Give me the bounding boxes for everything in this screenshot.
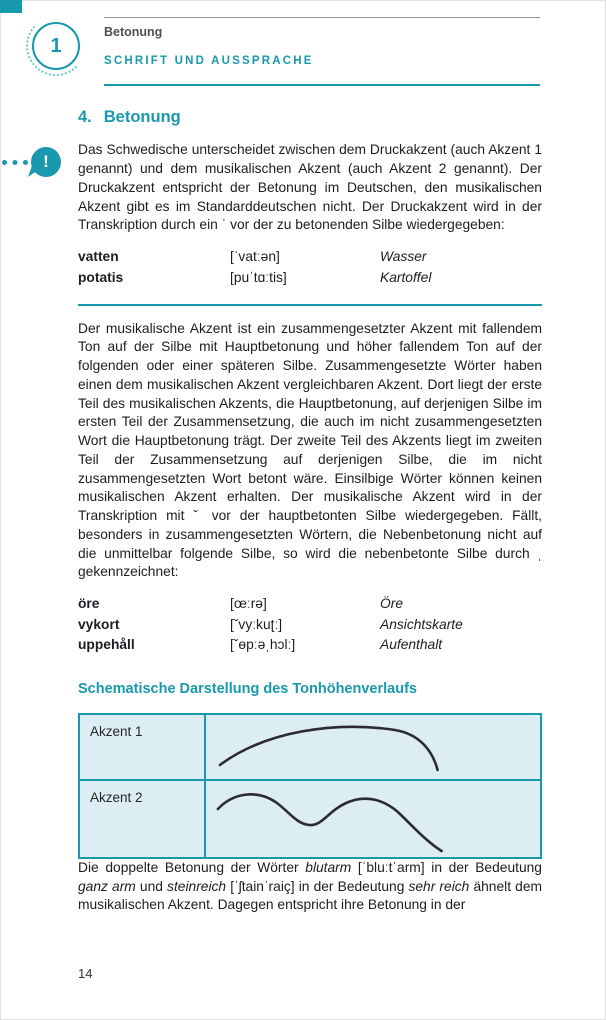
vocab-gloss: Aufenthalt: [380, 637, 443, 653]
vocab-ipa: [ˇvyːkuʈː]: [230, 616, 283, 632]
vocab-word: vatten: [78, 249, 119, 265]
vocab-ipa: [ˈvatːən]: [230, 249, 280, 265]
vocab-word: uppehåll: [78, 637, 135, 653]
diagram-title: Schematische Darstellung des Tonhöhenverlaufs: [78, 681, 417, 698]
exclamation-glyph: !: [43, 152, 49, 171]
vocab-gloss: Ansichtskarte: [380, 616, 463, 632]
vocab-word: öre: [78, 596, 100, 612]
section-divider-rule: [78, 304, 542, 306]
main-paragraph: Der musikalische Akzent ist ein zusammengesetzter Akzent mit fallendem Ton auf der Silbe mit Hauptbetonung und höher fallendem Ton auf der folgenden oder einer späteren Silbe. Zusammengesetzte Wörter haben einen dem musikalischen Akzent vergleichbaren Akzent. Dort liegt der erste Teil des musikalischen Akzents, die Hauptbetonung, auf derjenigen Silbe im ersten Teil der Zusammensetzung, die auch im nicht zusammengesetzten Wort die Hauptbetonung trägt. Der zweite Teil des Akzents liegt im zweiten Teil der Zusammensetzung auf derjenigen Silbe, die im nicht zusammengesetzten Wort betont wäre. Einsilbige Wörter können keinen musikalischen Akzent erhalten. Der musikalische Akzent wird in der Transkription mit ˇ vor der hauptbetonten Silbe wiedergegeben. Fällt, besonders in zusammengesetzten Wörtern, die Nebenbetonung nicht auf die unmittelbar folgende Silbe, so wird die nebenbetonte Silbe durch ˌ gekennzeichnet:: [78, 320, 542, 580]
chapter-number: 1: [50, 34, 62, 57]
vocab-row: [78, 635, 542, 656]
header-topline: [104, 17, 540, 18]
accent2-curve-drawing: [206, 781, 540, 857]
intro-paragraph: Das Schwedische unterscheidet zwischen dem Druckakzent (auch Akzent 1 genannt) und dem musikalischen Akzent (auch Akzent 2 genannt). Der Druckakzent entspricht der Betonung im Deutschen, den musikalischen Akzent gibt es im Standarddeutschen nicht. Der Druckakzent wird in der Transkription durch ein ˈ vor der zu betonenden Silbe wiedergegeben:: [78, 142, 542, 233]
table-row: [80, 779, 540, 857]
page-number: 14: [78, 966, 93, 981]
closing-text: ähnelt dem musikalischen Akzent. Dagegen entspricht ihre Betonung in der: [78, 878, 542, 913]
header-rule: [104, 84, 540, 86]
accent1-label: Akzent 1: [80, 715, 206, 779]
closing-paragraph: [78, 859, 542, 915]
table-row: [80, 715, 540, 779]
section-number: 4.: [78, 108, 92, 126]
vocab-gloss: Öre: [380, 596, 403, 612]
running-head: Betonung: [104, 25, 163, 39]
vocab-row: [78, 247, 542, 268]
corner-mark: [0, 0, 22, 13]
closing-text: Die doppelte Betonung der Wörter: [78, 859, 306, 875]
vocab-row: [78, 594, 542, 615]
pitch-contour-table: [78, 713, 542, 859]
accent1-pitch-curve: [206, 715, 540, 779]
chapter-number-badge: [32, 22, 80, 70]
emphasized-word: ganz arm: [78, 878, 136, 894]
important-note-marker: [2, 147, 61, 177]
vocab-gloss: Kartoffel: [380, 269, 432, 285]
vocab-word: potatis: [78, 269, 124, 285]
vocab-ipa: [œːrə]: [230, 596, 267, 612]
vocab-list-1: [78, 247, 542, 288]
emphasized-word: steinreich: [167, 878, 227, 894]
section-name: Betonung: [103, 108, 181, 126]
accent2-label: Akzent 2: [80, 781, 206, 857]
emphasized-word: sehr reich: [408, 878, 470, 894]
vocab-ipa: [ˇɵpːəˌhɔlː]: [230, 637, 296, 653]
vocab-row: [78, 615, 542, 636]
vocab-list-2: [78, 594, 542, 656]
vocab-word: vykort: [78, 616, 120, 632]
emphasized-word: blutarm: [305, 859, 352, 875]
accent2-pitch-curve: [206, 781, 540, 857]
page-title: [78, 106, 542, 128]
vocab-gloss: Wasser: [380, 249, 427, 265]
accent1-curve-drawing: [206, 715, 540, 779]
dotted-leader: [2, 160, 28, 165]
exclamation-icon: [31, 147, 61, 177]
closing-text: [ˈʃtainˈraiç] in der Bedeutung: [226, 878, 409, 894]
closing-text: [ˈbluːtˈarm] in der Bedeutung: [351, 859, 542, 875]
content-column: [78, 106, 542, 927]
section-title: SCHRIFT UND AUSSPRACHE: [104, 55, 314, 67]
closing-text: und: [135, 878, 168, 894]
vocab-row: [78, 268, 542, 289]
vocab-ipa: [puˈtɑːtis]: [230, 269, 287, 285]
